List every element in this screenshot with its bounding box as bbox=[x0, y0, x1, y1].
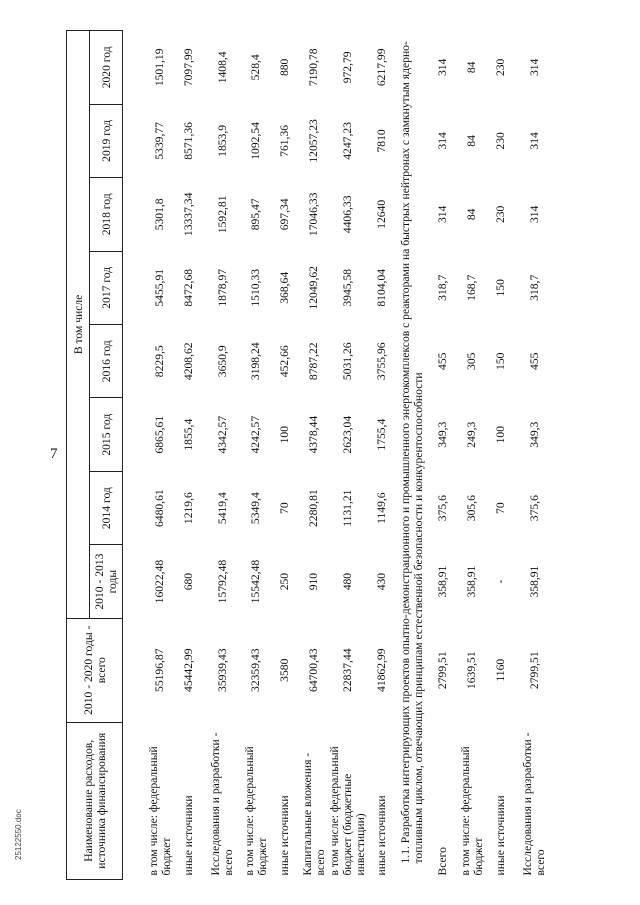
row-value: 64700,43 bbox=[307, 648, 320, 692]
row-label: иные источники bbox=[375, 795, 388, 876]
row-value: 6865,61 bbox=[153, 415, 166, 454]
spacer bbox=[123, 31, 146, 880]
row-value: 22837,44 bbox=[341, 648, 354, 692]
table-row bbox=[241, 31, 270, 880]
row-value: 455 bbox=[527, 352, 541, 370]
row-value: 1160 bbox=[494, 658, 507, 682]
header-total-col: 2010 - 2020 годы - всего bbox=[67, 618, 123, 722]
row-label: Исследования и разработки - всего bbox=[521, 732, 547, 876]
row-value: 4378,44 bbox=[307, 415, 320, 454]
row-value: 1131,21 bbox=[341, 489, 354, 527]
row-value: 358,91 bbox=[465, 565, 478, 598]
row-value: 8229,5 bbox=[153, 345, 166, 378]
row-value: 314 bbox=[436, 205, 449, 224]
row-value: 761,36 bbox=[278, 124, 291, 157]
row-value: 249,3 bbox=[465, 421, 478, 448]
row-value: 358,91 bbox=[436, 565, 449, 598]
row-value: 375,6 bbox=[436, 495, 449, 522]
header-year: 2014 год bbox=[90, 471, 123, 544]
table-row bbox=[515, 31, 553, 880]
row-value: 318,7 bbox=[527, 274, 541, 301]
row-value: 2623,04 bbox=[341, 415, 354, 454]
row-value: 5419,4 bbox=[215, 492, 229, 525]
row-value: 100 bbox=[494, 426, 507, 444]
header-year: 2019 год bbox=[90, 104, 123, 177]
row-value: 13337,34 bbox=[182, 192, 195, 237]
page-number: 7 bbox=[50, 446, 58, 462]
row-value: 70 bbox=[278, 502, 291, 514]
row-value: 5031,26 bbox=[341, 342, 354, 381]
row-value: 35939,43 bbox=[215, 648, 229, 692]
row-value: 1501,19 bbox=[153, 48, 166, 87]
row-value: 230 bbox=[494, 205, 507, 224]
row-label: Капитальные вложения - всего bbox=[300, 752, 327, 876]
table-row bbox=[457, 31, 486, 880]
expense-table bbox=[66, 30, 553, 880]
row-value: 7190,78 bbox=[307, 48, 320, 87]
row-value: 70 bbox=[494, 502, 507, 514]
row-value: 314 bbox=[436, 132, 449, 150]
table-row bbox=[203, 31, 241, 880]
header-year: 2010 - 2013 годы bbox=[90, 545, 123, 618]
row-value: 6480,61 bbox=[153, 489, 166, 527]
table-row bbox=[486, 31, 515, 880]
row-value: 12049,62 bbox=[307, 266, 320, 310]
row-value: 1853,9 bbox=[215, 124, 229, 157]
row-label: иные источники bbox=[278, 795, 291, 876]
row-value: 4208,62 bbox=[182, 342, 195, 381]
table-row bbox=[270, 31, 299, 880]
row-label: в том числе: федеральный бюджет (бюджетные инвестиции) bbox=[328, 746, 367, 876]
row-value: 4406,33 bbox=[341, 195, 354, 234]
row-value: 375,6 bbox=[527, 495, 541, 522]
document-id: 25122550.doc bbox=[14, 809, 23, 860]
row-value: 2799,51 bbox=[527, 651, 541, 690]
row-value: 15792,48 bbox=[215, 559, 229, 604]
row-value: 150 bbox=[494, 352, 507, 370]
row-value: 3755,96 bbox=[375, 342, 388, 381]
row-value: 4242,57 bbox=[249, 415, 262, 454]
row-value: 8787,22 bbox=[307, 342, 320, 381]
row-value: 15542,48 bbox=[249, 559, 262, 604]
row-value: 6217,99 bbox=[375, 48, 388, 87]
row-value: 3945,58 bbox=[341, 268, 354, 307]
row-value: 1592,81 bbox=[215, 195, 229, 234]
header-year: 2018 год bbox=[90, 178, 123, 251]
row-value: 8472,68 bbox=[182, 268, 195, 307]
row-value: 1408,4 bbox=[215, 51, 229, 84]
row-value: 452,66 bbox=[278, 345, 291, 378]
row-value: 349,3 bbox=[527, 421, 541, 448]
header-year: 2020 год bbox=[90, 31, 123, 105]
row-value: 1510,33 bbox=[249, 268, 262, 307]
row-value: 318,7 bbox=[436, 274, 449, 301]
table-header bbox=[67, 31, 123, 880]
row-value: 1092,54 bbox=[249, 122, 262, 160]
table-row bbox=[328, 31, 367, 880]
row-value: 3580 bbox=[278, 658, 291, 682]
row-value: 5455,91 bbox=[153, 268, 166, 307]
row-label: в том числе: федеральный бюджет bbox=[242, 746, 269, 876]
row-value: 4342,57 bbox=[215, 415, 229, 454]
row-value: 168,7 bbox=[465, 274, 478, 301]
row-value: 910 bbox=[307, 572, 320, 591]
row-value: 250 bbox=[278, 572, 291, 591]
row-value: 17046,33 bbox=[307, 192, 320, 237]
row-value: 8104,04 bbox=[375, 268, 388, 307]
row-value: 305 bbox=[465, 352, 478, 370]
table-row bbox=[428, 31, 457, 880]
row-value: 1755,4 bbox=[375, 418, 388, 451]
row-value: 2280,81 bbox=[307, 489, 320, 527]
row-label: иные источники bbox=[182, 795, 195, 876]
table-row bbox=[299, 31, 328, 880]
row-value: 349,3 bbox=[436, 421, 449, 448]
row-value: 55196,87 bbox=[153, 648, 166, 692]
row-value: 314 bbox=[527, 58, 541, 77]
header-year: 2017 год bbox=[90, 251, 123, 324]
row-label: иные источники bbox=[494, 795, 507, 876]
header-name-col: Наименование расходов, источника финансирования bbox=[67, 722, 123, 879]
header-incl: В том числе bbox=[67, 31, 90, 619]
row-value: 314 bbox=[527, 205, 541, 224]
table-row bbox=[367, 31, 396, 880]
row-value: 1878,97 bbox=[215, 268, 229, 307]
row-value: 7097,99 bbox=[182, 48, 195, 87]
row-label: Всего bbox=[436, 847, 449, 876]
header-year: 2016 год bbox=[90, 325, 123, 398]
row-value: 1639,51 bbox=[465, 651, 478, 690]
row-value: 5349,4 bbox=[249, 492, 262, 525]
row-value: 84 bbox=[465, 208, 478, 221]
row-value: - bbox=[494, 579, 507, 584]
row-value: 150 bbox=[494, 279, 507, 297]
header-year: 2015 год bbox=[90, 398, 123, 471]
table-row bbox=[145, 31, 174, 880]
row-value: 528,4 bbox=[249, 54, 262, 81]
row-value: 430 bbox=[375, 572, 388, 591]
row-label: Исследования и разработки - всего bbox=[209, 732, 235, 876]
row-value: 5301,8 bbox=[153, 198, 166, 231]
row-value: 84 bbox=[465, 61, 478, 74]
row-value: 895,47 bbox=[249, 198, 262, 231]
row-value: 3650,9 bbox=[215, 345, 229, 378]
row-label: в том числе: федеральный бюджет bbox=[458, 746, 485, 876]
row-value: 455 bbox=[436, 352, 449, 370]
table-body bbox=[123, 31, 554, 880]
row-value: 880 bbox=[278, 58, 291, 77]
row-value: 1855,4 bbox=[182, 418, 195, 451]
row-value: 12057,23 bbox=[307, 119, 320, 163]
row-value: 32359,43 bbox=[249, 648, 262, 692]
row-value: 972,79 bbox=[341, 51, 354, 84]
row-value: 480 bbox=[341, 572, 354, 591]
row-value: 1149,6 bbox=[375, 492, 388, 524]
row-value: 45442,99 bbox=[182, 648, 195, 692]
row-value: 314 bbox=[527, 132, 541, 150]
table-row bbox=[174, 31, 203, 880]
row-label: в том числе: федеральный бюджет bbox=[146, 746, 173, 876]
row-value: 16022,48 bbox=[153, 559, 166, 604]
row-value: 12640 bbox=[375, 199, 388, 229]
row-value: 305,6 bbox=[465, 495, 478, 522]
row-value: 230 bbox=[494, 58, 507, 77]
row-value: 7810 bbox=[375, 129, 388, 153]
row-value: 680 bbox=[182, 572, 195, 591]
row-value: 2799,51 bbox=[436, 651, 449, 690]
row-value: 8571,36 bbox=[182, 122, 195, 160]
section-title: 1.1. Разработка интегрирующих проектов опытно-демонстрационного и промышленного энергокомплексов с реакторами на быстрых нейтронах с замкнутым ядерно-топливным циклом, отвечающих принципам естественной безопасности и конкурентоспособности bbox=[399, 41, 425, 864]
row-value: 697,34 bbox=[278, 198, 291, 231]
row-value: 100 bbox=[278, 426, 291, 444]
row-value: 4247,23 bbox=[341, 122, 354, 160]
row-value: 368,64 bbox=[278, 271, 291, 304]
row-value: 5339,77 bbox=[153, 122, 166, 160]
row-value: 84 bbox=[465, 135, 478, 147]
row-value: 358,91 bbox=[527, 565, 541, 598]
row-value: 314 bbox=[436, 58, 449, 77]
row-value: 41862,99 bbox=[375, 648, 388, 692]
row-value: 1219,6 bbox=[182, 492, 195, 525]
row-value: 230 bbox=[494, 132, 507, 150]
row-value: 3198,24 bbox=[249, 342, 262, 381]
rotated-page bbox=[66, 30, 606, 880]
